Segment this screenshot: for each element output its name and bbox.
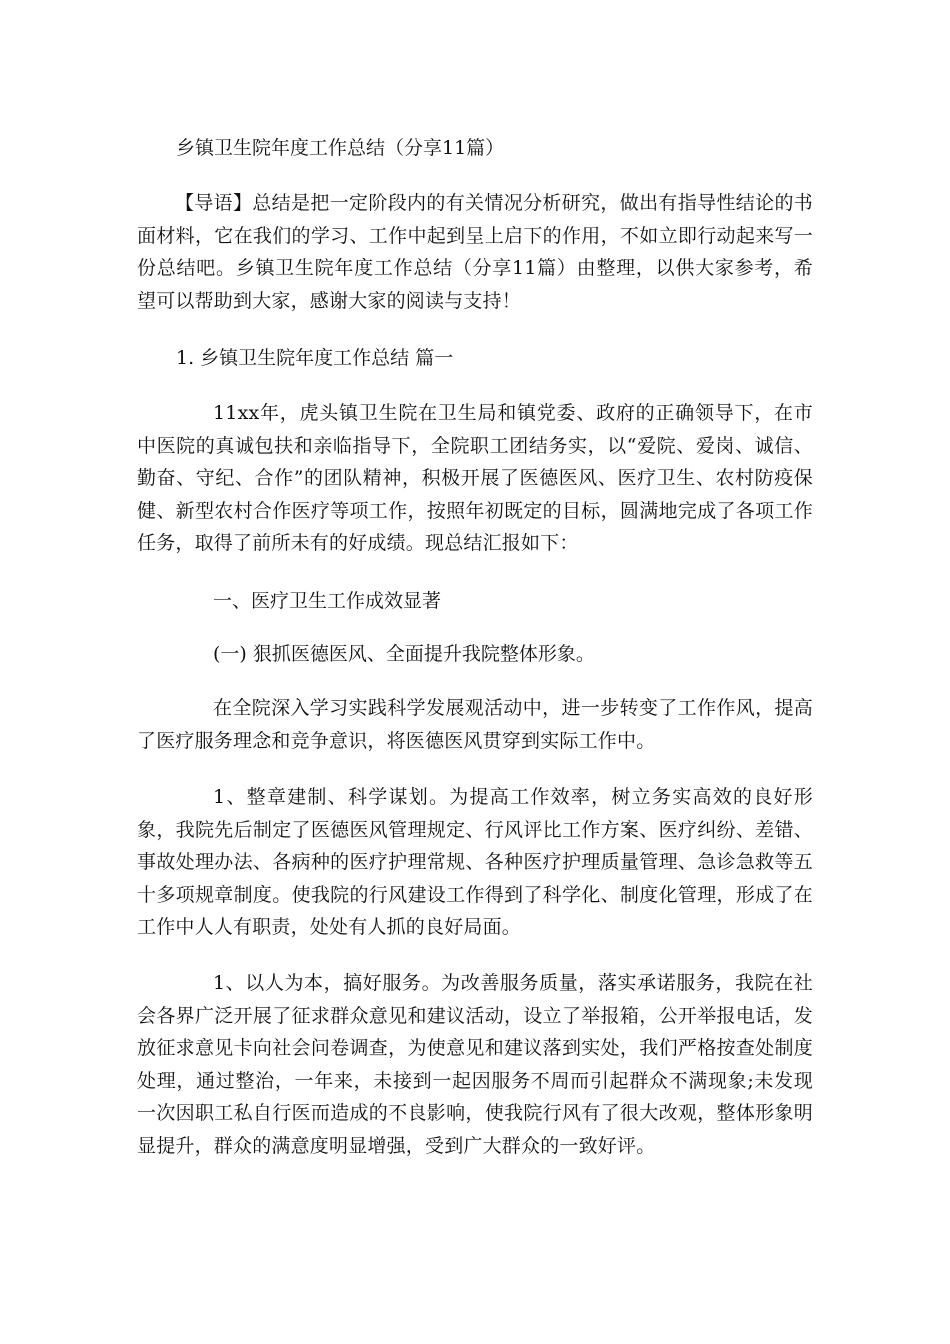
body-paragraph-4: 1、以人为本，搞好服务。为改善服务质量，落实承诺服务，我院在社会各界广泛开展了征求群众意见和建议活动，设立了举报箱，公开举报电话，发放征求意见卡向社会问卷调查，为使意见和建议落到实处，我们严格按查处制度处理，通过整治，一年来，未接到一起因服务不周而引起群众不满现象;未发现一次因职工私自行医而造成的不良影响，使我院行风有了很大改观，整体形象明显提升，群众的满意度明显增强，受到广大群众的一致好评。 bbox=[137, 972, 813, 1157]
section-title: 1. 乡镇卫生院年度工作总结 篇一 bbox=[176, 347, 454, 369]
document-title: 乡镇卫生院年度工作总结（分享11篇） bbox=[176, 137, 505, 159]
body-paragraph-2: 在全院深入学习实践科学发展观活动中，进一步转变了工作作风，提高了医疗服务理念和竞争意识，将医德医风贯穿到实际工作中。 bbox=[137, 697, 813, 752]
heading-ethics: (一) 狠抓医德医风、全面提升我院整体形象。 bbox=[213, 643, 595, 665]
body-paragraph-3: 1、整章建制、科学谋划。为提高工作效率，树立务实高效的良好形象，我院先后制定了医德医风管理规定、行风评比工作方案、医疗纠纷、差错、事故处理办法、各病种的医疗护理常规、各种医疗护理质量管理、急诊急救等五十多项规章制度。使我院的行风建设工作得到了科学化、制度化管理，形成了在工作中人人有职责，处处有人抓的良好局面。 bbox=[137, 786, 813, 938]
body-paragraph-1: 11xx年，虎头镇卫生院在卫生局和镇党委、政府的正确领导下，在市中医院的真诚包扶和亲临指导下，全院职工团结务实，以“爱院、爱岗、诚信、勤奋、守纪、合作”的团队精神，积极开展了医德医风、医疗卫生、农村防疫保健、新型农村合作医疗等项工作，按照年初既定的目标，圆满地完成了各项工作任务，取得了前所未有的好成绩。现总结汇报如下： bbox=[137, 402, 813, 554]
intro-paragraph: 【导语】总结是把一定阶段内的有关情况分析研究，做出有指导性结论的书面材料，它在我们的学习、工作中起到呈上启下的作用，不如立即行动起来写一份总结吧。乡镇卫生院年度工作总结（分享11篇）由整理，以供大家参考，希望可以帮助到大家，感谢大家的阅读与支持！ bbox=[137, 192, 813, 312]
heading-medical-work: 一、医疗卫生工作成效显著 bbox=[213, 590, 442, 612]
